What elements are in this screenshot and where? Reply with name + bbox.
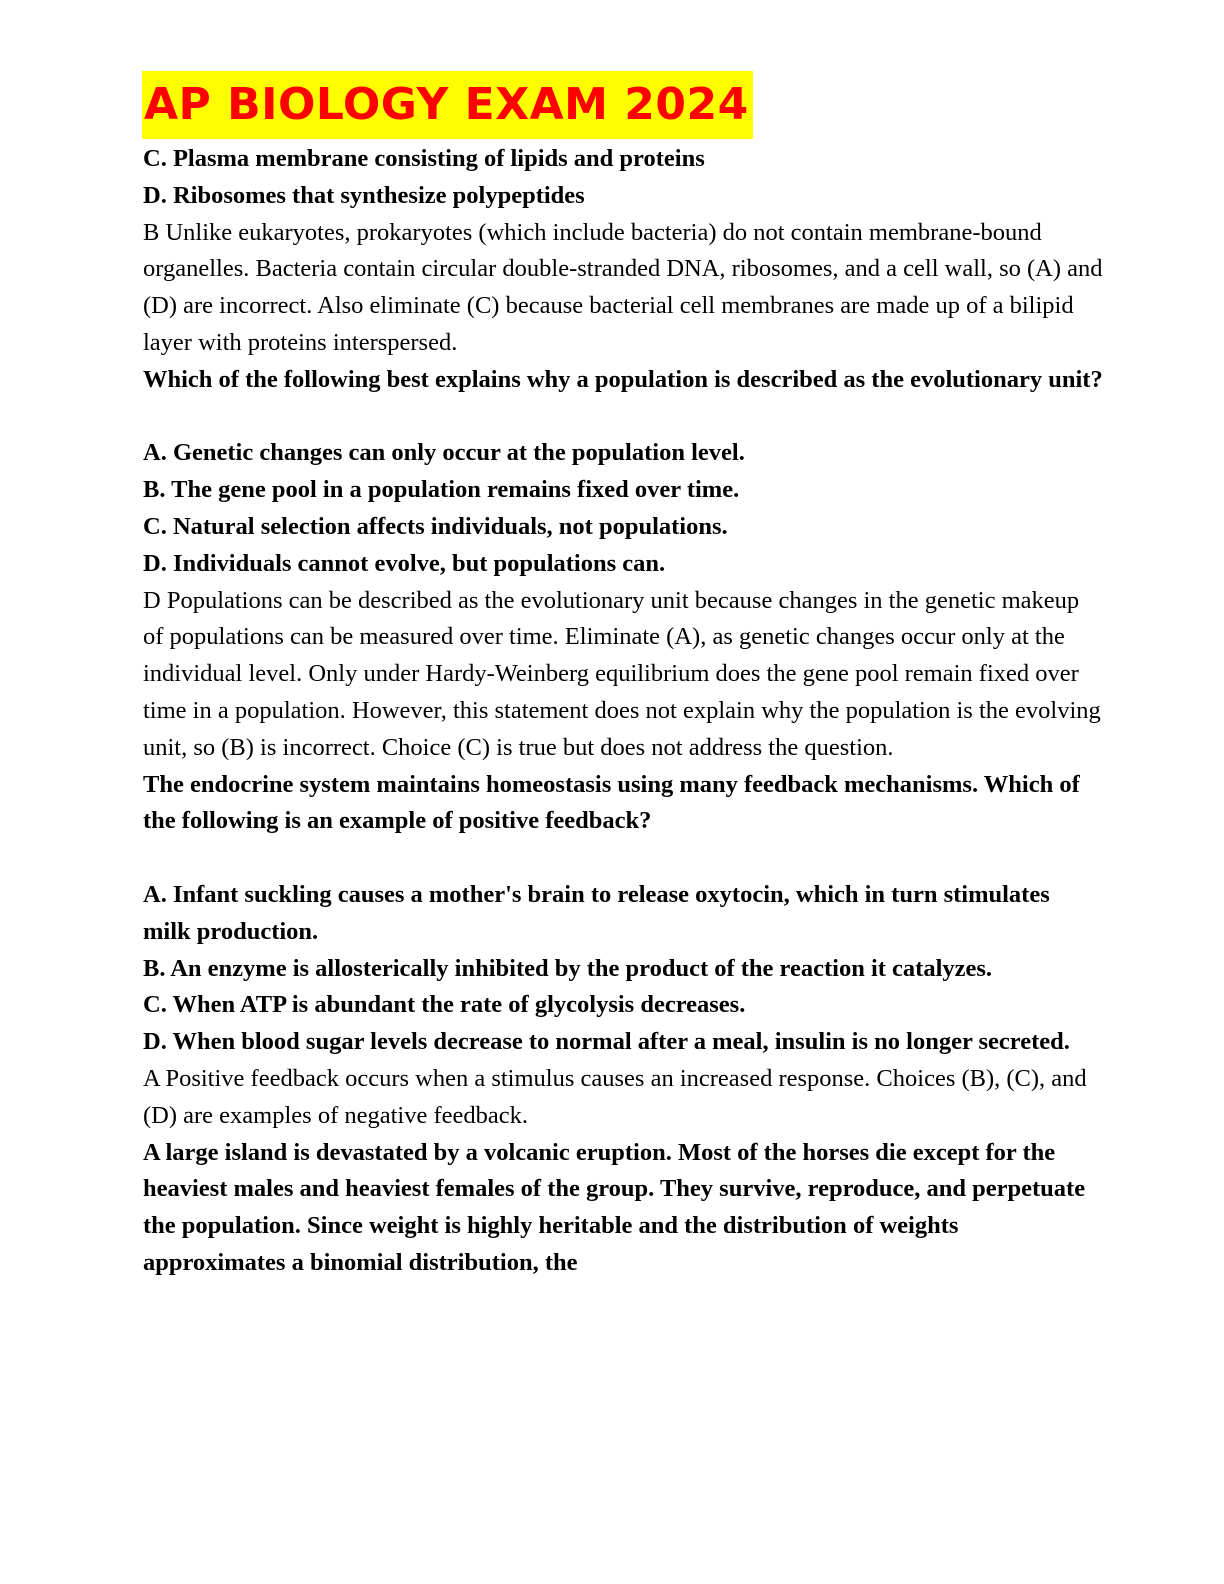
question-2-choice-a: A. Genetic changes can only occur at the population level. bbox=[143, 439, 745, 467]
title-highlight bbox=[142, 71, 753, 139]
question-3: The endocrine system maintains homeostasis using many feedback mechanisms. Which of the following is an example of positive feedback? bbox=[143, 770, 1080, 835]
explanation-2: D Populations can be described as the evolutionary unit because changes in the genetic makeup of populations can be measured over time. Eliminate (A), as genetic changes occur only at the individual level. Only under Hardy-Weinberg equilibrium does the gene pool remain fixed over time in a population. However, this statement does not explain why the population is the evolving unit, so (B) is incorrect. Choice (C) is true but does not address the question. bbox=[143, 586, 1101, 761]
explanation-3: A Positive feedback occurs when a stimulus causes an increased response. Choices (B), (C), and (D) are examples of negative feedback. bbox=[143, 1064, 1087, 1129]
question-2: Which of the following best explains why a population is described as the evolutionary unit? bbox=[143, 365, 1103, 393]
answer-choice-d: D. Ribosomes that synthesize polypeptides bbox=[143, 181, 585, 209]
explanation-1: B Unlike eukaryotes, prokaryotes (which include bacteria) do not contain membrane-bound organelles. Bacteria contain circular double-stranded DNA, ribosomes, and a cell wall, so (A) and (D) are incorrect. Also eliminate (C) because bacterial cell membranes are made up of a bilipid layer with proteins interspersed. bbox=[143, 218, 1103, 356]
question-2-choice-b: B. The gene pool in a population remains fixed over time. bbox=[143, 476, 740, 504]
question-2-choice-d: D. Individuals cannot evolve, but populations can. bbox=[143, 549, 666, 577]
blank-line bbox=[143, 399, 1103, 436]
question-4: A large island is devastated by a volcanic eruption. Most of the horses die except for the heaviest males and heaviest females of the group. They survive, reproduce, and perpetuate the population. Since weight is highly heritable and the distribution of weights approximates a binomial distribution, the bbox=[143, 1138, 1086, 1276]
question-3-choice-a: A. Infant suckling causes a mother's brain to release oxytocin, which in turn stimulates milk production. bbox=[143, 880, 1050, 945]
question-3-choice-d: D. When blood sugar levels decrease to normal after a meal, insulin is no longer secreted. bbox=[143, 1028, 1070, 1056]
question-3-choice-b: B. An enzyme is allosterically inhibited by the product of the reaction it catalyzes. bbox=[143, 954, 993, 982]
answer-choice-c: C. Plasma membrane consisting of lipids and proteins bbox=[143, 145, 705, 172]
question-3-choice-c: C. When ATP is abundant the rate of glycolysis decreases. bbox=[143, 991, 746, 1019]
blank-line bbox=[143, 840, 1103, 877]
document-body bbox=[143, 141, 1103, 1282]
question-2-choice-c: C. Natural selection affects individuals, not populations. bbox=[143, 512, 728, 540]
page-title: AP BIOLOGY EXAM 2024 bbox=[144, 79, 749, 130]
